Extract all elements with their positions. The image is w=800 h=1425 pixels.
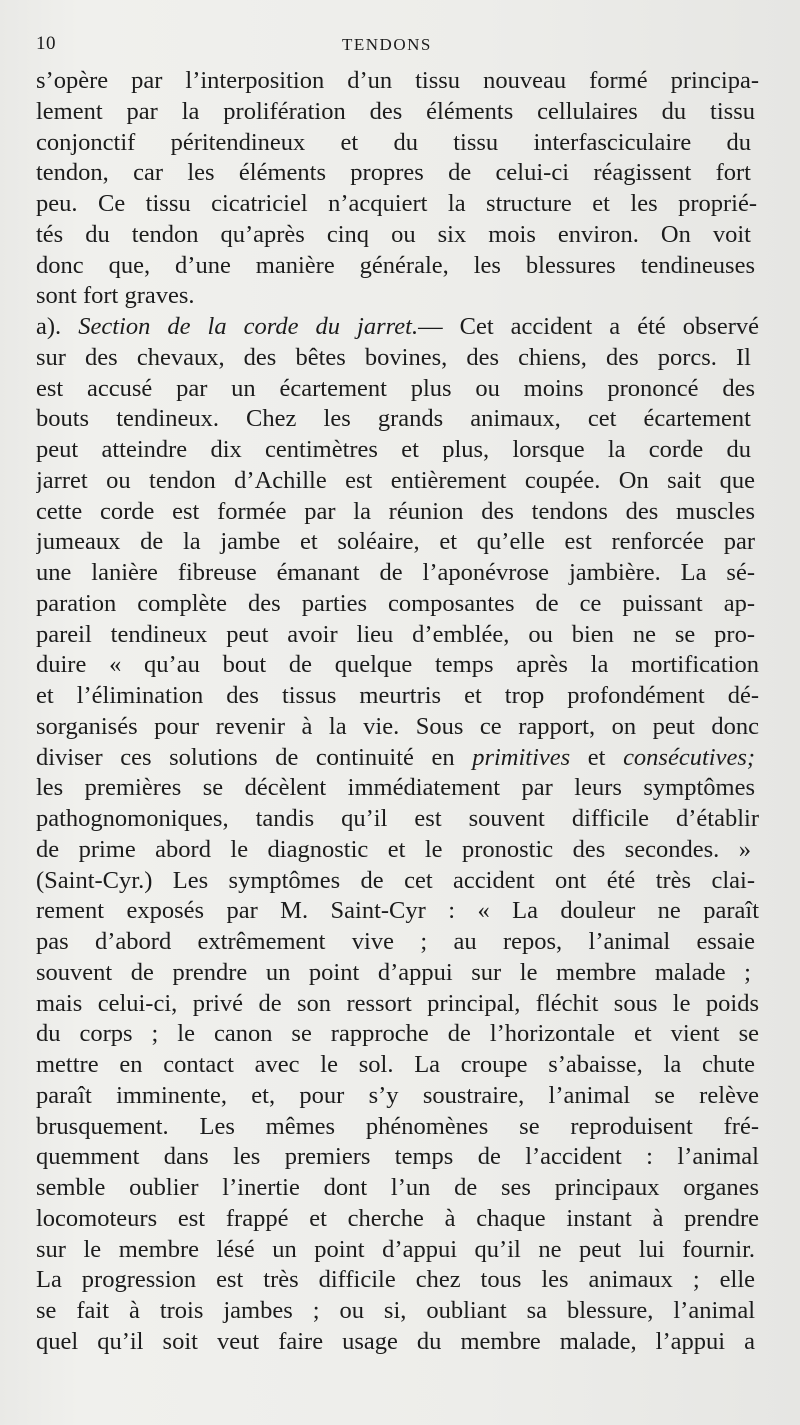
text-line: quel qu’il soit veut faire usage du membre malade, l’appui a: [36, 1327, 755, 1355]
section-heading-line: [36, 312, 759, 343]
text-line: peu. Ce tissu cicatriciel n’acquiert la structure et les proprié-: [36, 190, 757, 217]
text-line: lement par la prolifération des éléments cellulaires du tissu: [36, 97, 755, 125]
body-text: [36, 66, 760, 1358]
text-line: sont fort graves.: [36, 282, 195, 310]
text-line: locomoteurs est frappé et cherche à chaque instant à prendre: [36, 1204, 759, 1232]
text-line: se fait à trois jambes ; ou si, oubliant sa blessure, l’animal: [36, 1297, 755, 1324]
text-line: paraît imminente, et, pour s’y soustraire, l’animal se relève: [36, 1081, 759, 1109]
consecutives-word: consécutives;: [623, 743, 755, 771]
text-line: conjonctif péritendineux et du tissu interfasciculaire du: [36, 128, 751, 156]
text-line: donc que, d’une manière générale, les blessures tendineuses: [36, 251, 755, 279]
text-line: semble oublier l’inertie dont l’un de ses principaux organes: [36, 1174, 759, 1201]
text-line: du corps ; le canon se rapproche de l’horizontale et vient se: [36, 1020, 759, 1048]
page-header: [36, 33, 776, 59]
text-line: sorganisés pour revenir à la vie. Sous ce rapport, on peut donc: [36, 712, 759, 740]
text-line: La progression est très difficile chez tous les animaux ; elle: [36, 1266, 755, 1294]
section-title: Section de la corde du jarret.: [78, 313, 419, 340]
et-word: et: [587, 743, 606, 771]
text-line: de prime abord le diagnostic et le pronostic des secondes. »: [36, 835, 751, 863]
text-line: souvent de prendre un point d’appui sur le membre malade ;: [36, 958, 751, 986]
text-line: tendon, car les éléments propres de celui-ci réagissent fort: [36, 159, 751, 187]
text-line: jarret ou tendon d’Achille est entièrement coupée. On sait que: [36, 466, 755, 494]
page-number: 10: [36, 33, 56, 54]
text-line: pas d’abord extrêmement vive ; au repos, l’animal essaie: [36, 928, 755, 955]
text-line: mettre en contact avec le sol. La croupe s’abaisse, la chute: [36, 1051, 755, 1078]
text-line: sur des chevaux, des bêtes bovines, des chiens, des porcs. Il: [36, 343, 751, 371]
text-line: quemment dans les premiers temps de l’accident : l’animal: [36, 1143, 759, 1171]
text-line: tés du tendon qu’après cinq ou six mois environ. On voit: [36, 220, 751, 248]
text-line: cette corde est formée par la réunion des tendons des muscles: [36, 497, 755, 525]
text-line: rement exposés par M. Saint-Cyr : « La douleur ne paraît: [36, 897, 759, 925]
text-line: est accusé par un écartement plus ou moins prononcé des: [36, 374, 755, 402]
text-line: s’opère par l’interposition d’un tissu nouveau formé principa-: [36, 67, 759, 94]
text-line: et l’élimination des tissus meurtris et trop profondément dé-: [36, 682, 759, 709]
text-line: les premières se décèlent immédiatement par leurs symptômes: [36, 774, 755, 802]
diviser-line: [36, 743, 755, 774]
text-line: (Saint-Cyr.) Les symptômes de cet accident ont été très clai-: [36, 866, 755, 894]
text-line: jumeaux de la jambe et soléaire, et qu’elle est renforcée par: [36, 528, 755, 556]
text-line: pathognomoniques, tandis qu’il est souvent difficile d’établir: [36, 805, 759, 832]
section-label: a).: [36, 313, 62, 340]
running-head: TENDONS: [342, 35, 432, 54]
diviser-start: diviser ces solutions de continuité en: [36, 743, 455, 771]
text-line: une lanière fibreuse émanant de l’aponévrose jambière. La sé-: [36, 559, 755, 586]
text-line: mais celui-ci, privé de son ressort principal, fléchit sous le poids: [36, 989, 759, 1017]
text-line: brusquement. Les mêmes phénomènes se reproduisent fré-: [36, 1112, 759, 1140]
text-line: sur le membre lésé un point d’appui qu’il ne peut lui fournir.: [36, 1235, 755, 1263]
text-line: pareil tendineux peut avoir lieu d’emblée, ou bien ne se pro-: [36, 620, 755, 648]
text-line: peut atteindre dix centimètres et plus, lorsque la corde du: [36, 436, 751, 463]
primitives-word: primitives: [472, 743, 571, 771]
text-line: paration complète des parties composantes de ce puissant ap-: [36, 589, 755, 617]
section-line-rest: — Cet accident a été observé: [418, 313, 759, 340]
text-line: bouts tendineux. Chez les grands animaux, cet écartement: [36, 405, 751, 433]
text-line: duire « qu’au bout de quelque temps après la mortification: [36, 651, 759, 679]
